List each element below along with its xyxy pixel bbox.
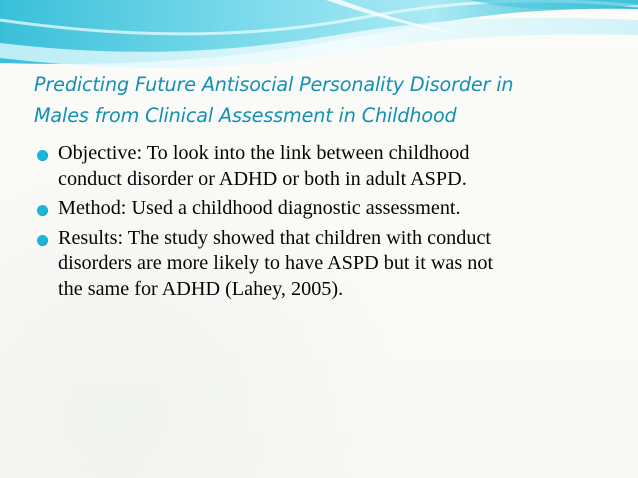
bullet-icon: [37, 235, 48, 246]
bullet-item-objective: [37, 141, 607, 192]
slide-title: [34, 69, 599, 131]
bullet-line: Method: Used a childhood diagnostic assessment.: [58, 197, 461, 219]
slide-title-line-2: Males from Clinical Assessment in Childhood: [34, 104, 457, 127]
bullet-text-results: [58, 226, 607, 303]
header-wave-decoration: [0, 0, 638, 70]
bullet-line: the same for ADHD (Lahey, 2005).: [58, 277, 344, 300]
bullet-list: [37, 141, 607, 302]
bullet-icon: [37, 205, 48, 216]
bullet-text-method: [58, 196, 607, 222]
bullet-text-objective: [58, 141, 607, 192]
bullet-line: Results: The study showed that children with conduct: [58, 226, 492, 249]
bullet-line: conduct disorder or ADHD or both in adult ASPD.: [58, 167, 467, 190]
bullet-item-method: [37, 196, 607, 222]
bullet-icon: [37, 150, 48, 161]
bullet-item-results: [37, 226, 607, 303]
bullet-line: Objective: To look into the link between childhood: [58, 142, 470, 164]
bullet-line: disorders are more likely to have ASPD but it was not: [58, 252, 494, 274]
slide-title-line-1: Predicting Future Antisocial Personality Disorder in: [34, 73, 514, 96]
